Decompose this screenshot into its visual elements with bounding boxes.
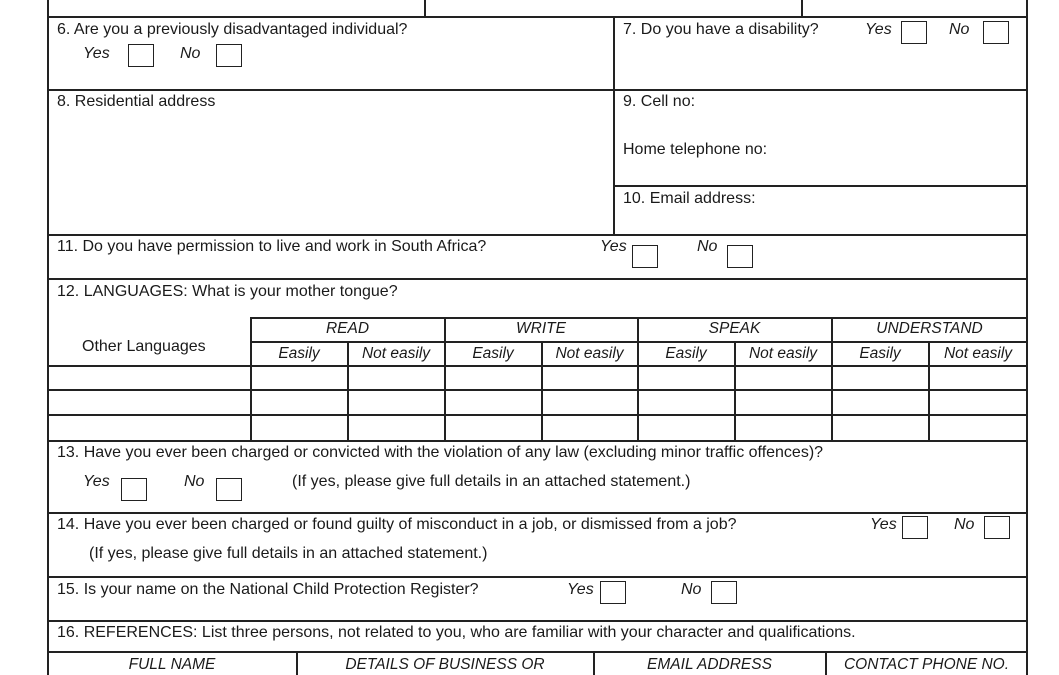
ref-col-email: EMAIL ADDRESS bbox=[647, 656, 772, 673]
q6-yes-label: Yes bbox=[83, 45, 110, 62]
q14-note: (If yes, please give full details in an attached statement.) bbox=[89, 545, 488, 562]
q6-label: 6. Are you a previously disadvantaged individual? bbox=[57, 21, 408, 38]
row-divider bbox=[613, 185, 1028, 187]
lang-read-header: READ bbox=[325, 320, 370, 337]
q15-yes-label: Yes bbox=[567, 581, 594, 598]
q15-yes-checkbox[interactable] bbox=[600, 581, 626, 604]
lang-level-easily: Easily bbox=[472, 345, 514, 362]
ref-col-business: DETAILS OF BUSINESS OR bbox=[345, 656, 545, 673]
q11-label: 11. Do you have permission to live and work in South Africa? bbox=[57, 238, 487, 255]
q11-yes-checkbox[interactable] bbox=[632, 245, 658, 268]
row-divider bbox=[250, 341, 1028, 343]
column-divider bbox=[613, 16, 615, 235]
top-row-divider bbox=[801, 0, 803, 17]
q6-no-checkbox[interactable] bbox=[216, 44, 242, 67]
q6-yes-checkbox[interactable] bbox=[128, 44, 154, 67]
q7-no-checkbox[interactable] bbox=[983, 21, 1009, 44]
q14-no-label: No bbox=[954, 516, 975, 533]
q13-yes-label: Yes bbox=[83, 473, 110, 490]
q16-label: 16. REFERENCES: List three persons, not related to you, who are familiar with your character and qualifications. bbox=[57, 624, 856, 641]
q13-no-checkbox[interactable] bbox=[216, 478, 242, 501]
q14-label: 14. Have you ever been charged or found guilty of misconduct in a job, or dismissed from a job? bbox=[57, 516, 737, 533]
row-divider bbox=[47, 16, 1028, 18]
form-left-border bbox=[47, 0, 49, 675]
lang-level-not-easily: Not easily bbox=[361, 345, 431, 362]
row-divider bbox=[250, 317, 1028, 319]
row-divider bbox=[47, 576, 1028, 578]
q11-no-label: No bbox=[697, 238, 718, 255]
q12-label: 12. LANGUAGES: What is your mother tongue? bbox=[57, 283, 398, 300]
lang-level-easily: Easily bbox=[665, 345, 707, 362]
row-divider bbox=[47, 651, 1028, 653]
q11-yes-label: Yes bbox=[600, 238, 627, 255]
lang-level-not-easily: Not easily bbox=[943, 345, 1013, 362]
q14-yes-label: Yes bbox=[870, 516, 897, 533]
row-divider bbox=[47, 365, 1028, 367]
q15-no-checkbox[interactable] bbox=[711, 581, 737, 604]
row-divider bbox=[47, 414, 1028, 416]
q14-no-checkbox[interactable] bbox=[984, 516, 1010, 539]
ref-col-full-name: FULL NAME bbox=[128, 656, 216, 673]
lang-level-easily: Easily bbox=[859, 345, 901, 362]
lang-level-easily: Easily bbox=[278, 345, 320, 362]
q6-no-label: No bbox=[180, 45, 201, 62]
q13-yes-checkbox[interactable] bbox=[121, 478, 147, 501]
lang-level-not-easily: Not easily bbox=[555, 345, 624, 362]
lang-speak-header: SPEAK bbox=[708, 320, 761, 337]
row-divider bbox=[47, 440, 1028, 442]
q13-no-label: No bbox=[184, 473, 205, 490]
q13-label: 13. Have you ever been charged or convicted with the violation of any law (excluding minor traffic offences)? bbox=[57, 444, 824, 461]
ref-col-phone: CONTACT PHONE NO. bbox=[843, 656, 1010, 673]
lang-understand-header: UNDERSTAND bbox=[876, 320, 983, 337]
lang-level-not-easily: Not easily bbox=[748, 345, 818, 362]
q15-no-label: No bbox=[681, 581, 702, 598]
row-divider bbox=[47, 89, 1028, 91]
row-divider bbox=[47, 234, 1028, 236]
q7-no-label: No bbox=[949, 21, 970, 38]
row-divider bbox=[47, 278, 1028, 280]
q9-home-label: Home telephone no: bbox=[623, 141, 768, 158]
q15-label: 15. Is your name on the National Child Protection Register? bbox=[57, 581, 479, 598]
q7-yes-label: Yes bbox=[865, 21, 892, 38]
row-divider bbox=[47, 512, 1028, 514]
q13-note: (If yes, please give full details in an attached statement.) bbox=[292, 473, 691, 490]
q7-yes-checkbox[interactable] bbox=[901, 21, 927, 44]
q7-label: 7. Do you have a disability? bbox=[623, 21, 819, 38]
q11-no-checkbox[interactable] bbox=[727, 245, 753, 268]
q14-yes-checkbox[interactable] bbox=[902, 516, 928, 539]
row-divider bbox=[47, 620, 1028, 622]
other-languages-label: Other Languages bbox=[82, 338, 206, 355]
lang-write-header: WRITE bbox=[516, 320, 566, 337]
q9-cell-label: 9. Cell no: bbox=[623, 93, 696, 110]
q10-label: 10. Email address: bbox=[623, 190, 756, 207]
q8-label: 8. Residential address bbox=[57, 93, 216, 110]
top-row-divider bbox=[424, 0, 426, 17]
row-divider bbox=[47, 389, 1028, 391]
